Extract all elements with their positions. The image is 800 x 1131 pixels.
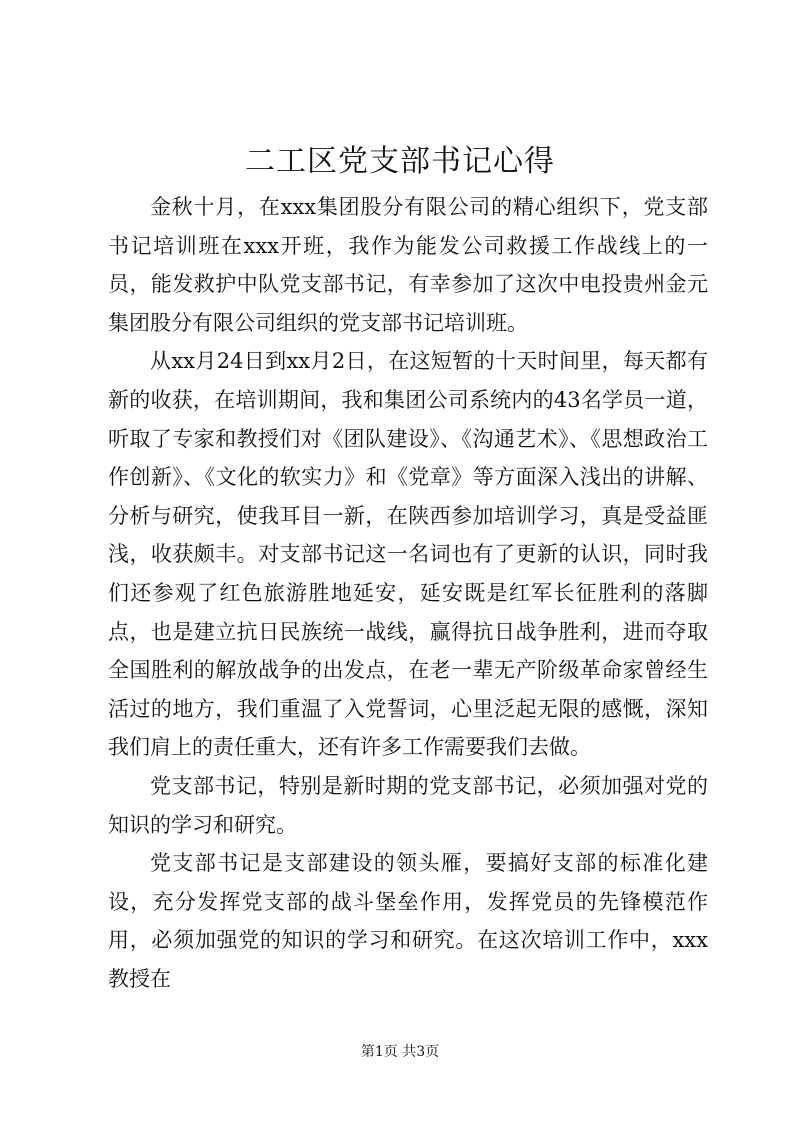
paragraph-2: 从xx月24日到xx月2日，在这短暂的十天时间里，每天都有新的收获，在培训期间，我和集团公司系统内的43名学员一道，听取了专家和教授们对《团队建设》、《沟通艺术》、《思想政治工作创新》、《文化的软实力》和《党章》等方面深入浅出的讲解、分析与研究，使我耳目一新，在陕西参加培训学习，真是受益匪浅，收获颇丰。对支部书记这一名词也有了更新的认识，同时我们还参观了红色旅游胜地延安，延安既是红军长征胜利的落脚点，也是建立抗日民族统一战线，赢得抗日战争胜利，进而夺取全国胜利的解放战争的出发点，在老一辈无产阶级革命家曾经生活过的地方，我们重温了入党誓词，心里泛起无限的感慨，深知我们肩上的责任重大，还有许多工作需要我们去做。 (108, 349, 708, 760)
paragraph-1: 金秋十月，在xxx集团股分有限公司的精心组织下，党支部书记培训班在xxx开班，我作为能发公司救援工作战线上的一员，能发救护中队党支部书记，有幸参加了这次中电投贵州金元集团股分有限公司组织的党支部书记培训班。 (108, 195, 708, 335)
page-title: 二工区党支部书记心得 (245, 144, 555, 179)
document-body (108, 188, 708, 998)
paragraph-3: 党支部书记，特别是新时期的党支部书记，必须加强对党的知识的学习和研究。 (108, 773, 708, 837)
page-number-footer: 第1页 共3页 (360, 1044, 440, 1060)
paragraph-4: 党支部书记是支部建设的领头雁，要搞好支部的标准化建设，充分发挥党支部的战斗堡垒作用，发挥党员的先锋模范作用，必须加强党的知识的学习和研究。在这次培训工作中，xxx教授在 (108, 851, 708, 991)
